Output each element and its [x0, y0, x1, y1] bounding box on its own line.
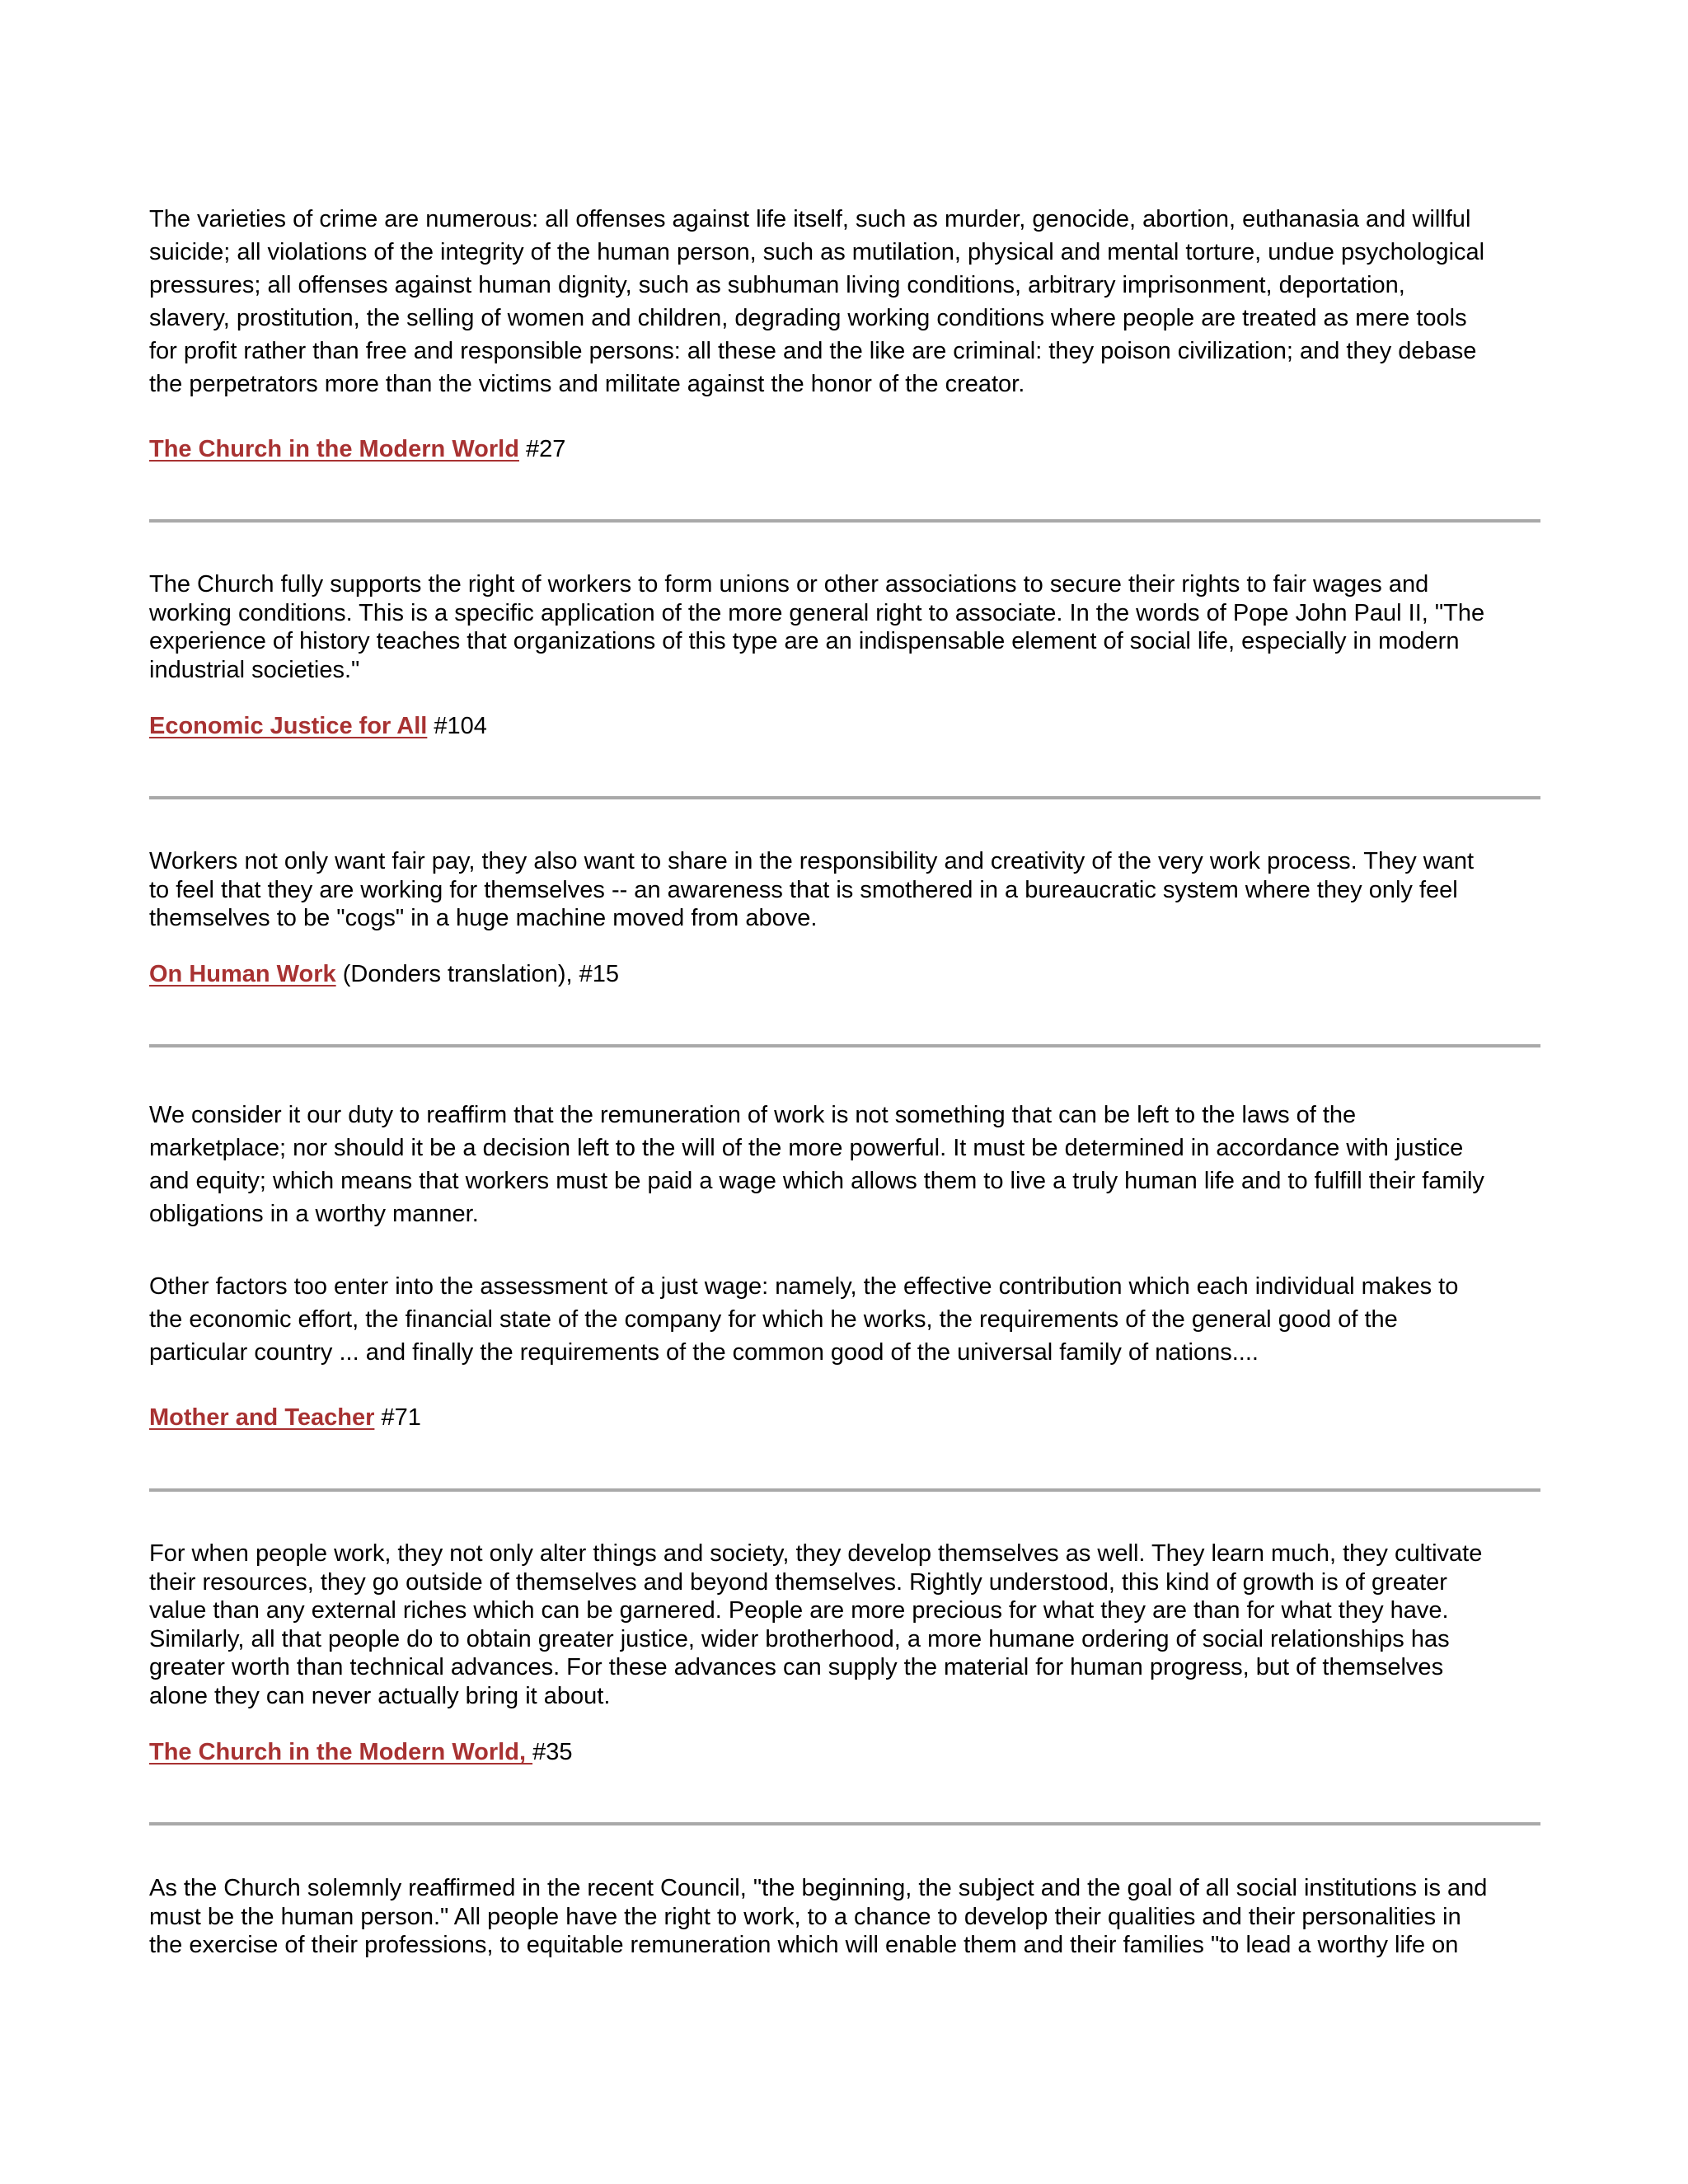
text-line: the economic effort, the financial state of the company for which he works, the requirements of the general good of the	[149, 1306, 1398, 1333]
citation-suffix: #27	[518, 436, 566, 462]
citation-link[interactable]: The Church in the Modern World,	[149, 1739, 533, 1765]
text-line: alone they can never actually bring it about.	[149, 1682, 611, 1709]
text-line: We consider it our duty to reaffirm that the remuneration of work is not something that can be left to the laws of the	[149, 1102, 1357, 1128]
citation-link[interactable]: Mother and Teacher	[149, 1404, 375, 1431]
text-line: must be the human person." All people have the right to work, to a chance to develop their qualities and their personalities in	[149, 1903, 1461, 1930]
quote-section	[149, 1270, 1540, 1369]
quote-paragraph	[149, 1099, 1540, 1230]
citation	[149, 1737, 1540, 1767]
text-line: marketplace; nor should it be a decision left to the will of the more powerful. It must be determined in accordance with justice	[149, 1135, 1464, 1161]
quote-section	[149, 203, 1540, 401]
citation-suffix: #35	[532, 1739, 573, 1765]
text-line: The varieties of crime are numerous: all offenses against life itself, such as murder, genocide, abortion, euthanasia and willful	[149, 206, 1471, 232]
text-line: particular country ... and finally the requirements of the common good of the universal family of nations....	[149, 1339, 1259, 1366]
text-line: their resources, they go outside of themselves and beyond themselves. Rightly understood, this kind of growth is of greater	[149, 1568, 1447, 1596]
citation-link[interactable]: Economic Justice for All	[149, 713, 428, 739]
text-line: to feel that they are working for themselves -- an awareness that is smothered in a bureaucratic system where they only feel	[149, 876, 1458, 903]
citation-suffix: #71	[374, 1404, 421, 1431]
quote-paragraph	[149, 847, 1540, 933]
quote-section	[149, 1874, 1540, 1960]
citation	[149, 434, 1540, 464]
section-divider	[149, 1822, 1540, 1825]
text-line: greater worth than technical advances. For these advances can supply the material for human progress, but of themselves	[149, 1654, 1444, 1681]
quote-section	[149, 1540, 1540, 1711]
text-line: suicide; all violations of the integrity of the human person, such as mutilation, physical and mental torture, undue psychological	[149, 239, 1485, 265]
text-line: experience of history teaches that organizations of this type are an indispensable element of social life, especially in modern	[149, 628, 1460, 655]
text-line: slavery, prostitution, the selling of women and children, degrading working conditions where people are treated as mere tools	[149, 305, 1467, 331]
text-line: For when people work, they not only alter things and society, they develop themselves as well. They learn much, they cultivate	[149, 1540, 1483, 1567]
citation-link[interactable]: On Human Work	[149, 961, 336, 987]
section-divider	[149, 519, 1540, 523]
quote-paragraph	[149, 203, 1540, 401]
text-line: industrial societies."	[149, 656, 360, 683]
text-line: working conditions. This is a specific application of the more general right to associate. In the words of Pope John Paul II, "The	[149, 599, 1485, 626]
quote-section	[149, 847, 1540, 933]
text-line: value than any external riches which can be garnered. People are more precious for what they are than for what they have.	[149, 1597, 1449, 1624]
text-line: As the Church solemnly reaffirmed in the recent Council, "the beginning, the subject and the goal of all social institutions is and	[149, 1875, 1488, 1901]
text-line: and equity; which means that workers must be paid a wage which allows them to live a truly human life and to fulfill their family	[149, 1168, 1484, 1194]
quote-paragraph	[149, 1874, 1540, 1960]
text-line: Other factors too enter into the assessment of a just wage: namely, the effective contribution which each individual makes to	[149, 1273, 1459, 1300]
text-line: Similarly, all that people do to obtain greater justice, wider brotherhood, a more humane ordering of social relationships has	[149, 1625, 1450, 1652]
citation-link[interactable]: The Church in the Modern World	[149, 436, 519, 462]
text-line: Workers not only want fair pay, they also want to share in the responsibility and creativity of the very work process. They want	[149, 848, 1475, 874]
text-line: for profit rather than free and responsible persons: all these and the like are criminal: they poison civilization; and they debase	[149, 338, 1477, 364]
text-line: pressures; all offenses against human dignity, such as subhuman living conditions, arbitrary imprisonment, deportation,	[149, 272, 1405, 298]
text-line: obligations in a worthy manner.	[149, 1201, 479, 1227]
section-divider	[149, 1044, 1540, 1047]
citation	[149, 1403, 1540, 1432]
quote-section	[149, 1099, 1540, 1230]
citation	[149, 959, 1540, 989]
quote-paragraph	[149, 1540, 1540, 1711]
section-divider	[149, 796, 1540, 799]
citation-suffix: #104	[427, 713, 487, 739]
quote-paragraph	[149, 570, 1540, 684]
quote-paragraph	[149, 1270, 1540, 1369]
text-line: the exercise of their professions, to equitable remuneration which will enable them and their families "to lead a worthy life on	[149, 1932, 1459, 1959]
text-line: The Church fully supports the right of workers to form unions or other associations to secure their rights to fair wages and	[149, 571, 1429, 598]
section-divider	[149, 1488, 1540, 1492]
quote-section	[149, 570, 1540, 684]
text-line: the perpetrators more than the victims and militate against the honor of the creator.	[149, 371, 1025, 397]
text-line: themselves to be "cogs" in a huge machine moved from above.	[149, 905, 818, 932]
citation	[149, 711, 1540, 741]
citation-suffix: (Donders translation), #15	[335, 961, 619, 987]
